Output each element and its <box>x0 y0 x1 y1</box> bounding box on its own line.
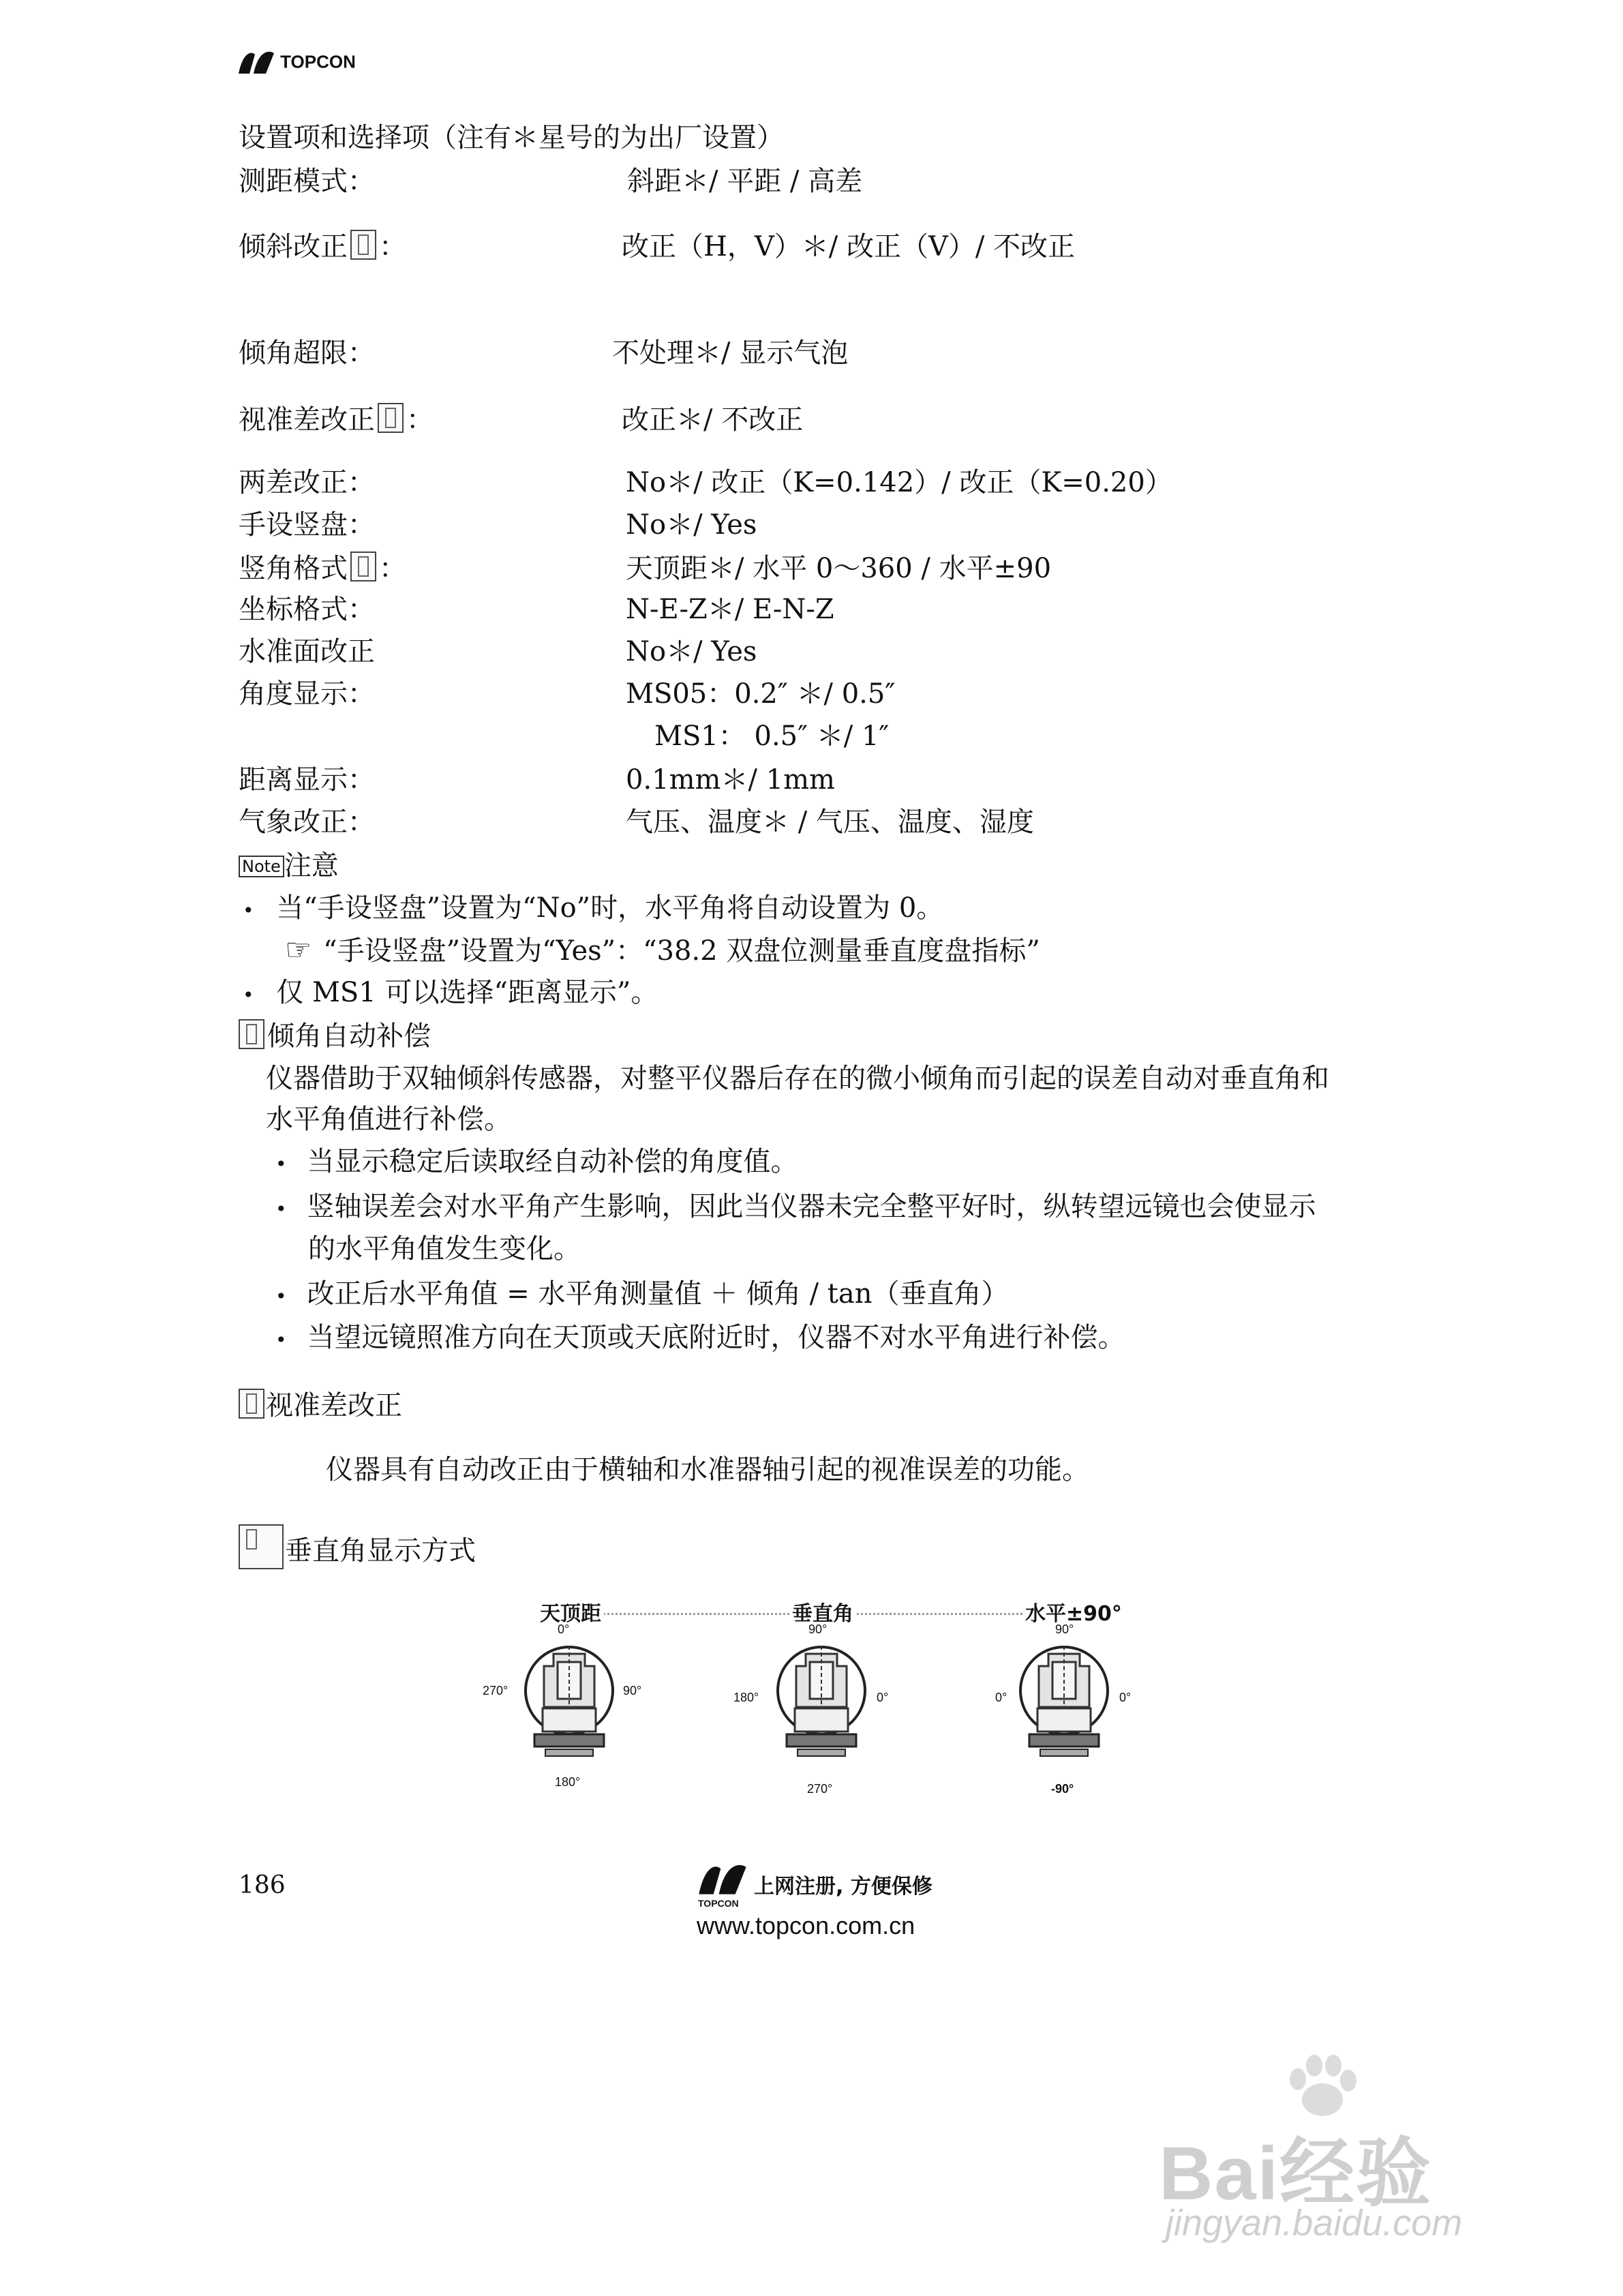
tilt-bullet: • 当显示稳定后读取经自动补偿的角度值。 <box>275 1146 798 1177</box>
angle-label-top: 90° <box>808 1622 828 1636</box>
reference-icon <box>239 1019 264 1049</box>
setting-label-row: 视准差改正 ： <box>239 404 434 436</box>
note-heading <box>239 848 339 883</box>
setting-label: 距离显示： <box>239 764 375 796</box>
collimation-paragraph: 仪器具有自动改正由于横轴和水准器轴引起的视准误差的功能。 <box>326 1454 1089 1485</box>
topcon-logo-icon <box>236 48 277 76</box>
tilt-paragraph: 仪器借助于双轴倾斜传感器，对整平仪器后存在的微小倾角而引起的误差自动对垂直角和 <box>266 1063 1329 1094</box>
angle-label-bottom: 180° <box>555 1775 581 1789</box>
note-title: 注意 <box>284 850 339 881</box>
footer-slogan: 上网注册, 方便保修 <box>754 1875 932 1899</box>
watermark-text: Bai经验 <box>1159 2132 1433 2216</box>
panel-title: 垂直角 <box>789 1597 856 1627</box>
bullet-icon: • <box>243 899 254 922</box>
bullet-icon: • <box>243 984 254 1006</box>
panel-zenith <box>464 1588 668 1807</box>
angle-label-left: 270° <box>483 1684 509 1697</box>
setting-value: 斜距＊/ 平距 / 高差 <box>627 166 863 197</box>
header-logo <box>236 48 356 76</box>
setting-value: 改正（H，V）＊/ 改正（V）/ 不改正 <box>622 231 1076 262</box>
setting-label: 测距模式： <box>239 166 375 197</box>
tilt-bullet: • 竖轴误差会对水平角产生影响，因此当仪器未完全整平好时，纵转望远镜也会使显示 <box>275 1191 1316 1222</box>
setting-value: 气压、温度＊ / 气压、温度、湿度 <box>626 806 1034 838</box>
footer-brand-block <box>695 1860 941 1948</box>
panel-title: 天顶距 <box>537 1597 604 1627</box>
setting-label: 竖角格式 <box>239 553 348 584</box>
setting-value: No＊/ Yes <box>626 509 757 541</box>
setting-label: 视准差改正 <box>239 404 375 436</box>
bullet-icon: • <box>275 1329 287 1351</box>
setting-value-secondary: MS1： 0.5″ ＊/ 1″ <box>654 721 890 752</box>
intro-text: 设置项和选择项（注有＊星号的为出厂设置） <box>239 122 784 153</box>
setting-label: 手设竖盘： <box>239 509 375 541</box>
instrument-icon <box>518 1635 620 1778</box>
setting-label-row: 竖角格式 ： <box>239 553 406 584</box>
footer-url: www.topcon.com.cn <box>697 1912 915 1939</box>
setting-label: 倾斜改正 <box>239 231 348 262</box>
angle-label-top: 0° <box>558 1622 570 1636</box>
setting-label: 水准面改正 <box>239 636 375 667</box>
paw-icon <box>1281 2052 1363 2120</box>
setting-value: 天顶距＊/ 水平 0～360 / 水平±90 <box>626 553 1052 584</box>
reference-icon <box>239 1524 284 1569</box>
section-heading-tilt: 倾角自动补偿 <box>239 1018 431 1054</box>
reference-icon <box>350 230 376 260</box>
angle-label-bottom: 270° <box>807 1782 833 1796</box>
setting-value: MS05：0.2″ ＊/ 0.5″ <box>626 678 896 710</box>
topcon-logo-icon <box>695 1860 750 1898</box>
panel-title: 水平±90° <box>1022 1597 1125 1627</box>
tilt-paragraph: 水平角值进行补偿。 <box>266 1104 511 1135</box>
angle-label-left: 0° <box>995 1691 1007 1704</box>
setting-value: 0.1mm＊/ 1mm <box>626 764 835 796</box>
note-icon: Note <box>239 856 284 877</box>
pointing-hand-icon: ☞ <box>285 933 312 967</box>
setting-value: 不处理＊/ 显示气泡 <box>612 337 849 369</box>
bullet-icon: • <box>275 1198 287 1220</box>
setting-label: 倾角超限： <box>239 337 375 369</box>
setting-label: 角度显示： <box>239 678 375 710</box>
setting-label: 坐标格式： <box>239 594 375 625</box>
angle-label-bottom: -90° <box>1051 1782 1074 1796</box>
footer-brand-name: TOPCON <box>698 1898 739 1909</box>
angle-label-left: 180° <box>733 1691 759 1704</box>
reference-icon <box>350 552 376 581</box>
watermark-url: jingyan.baidu.com <box>1166 2203 1463 2244</box>
angle-label-right: 0° <box>1119 1691 1132 1704</box>
setting-value: No＊/ 改正（K=0.142）/ 改正（K=0.20） <box>626 467 1172 498</box>
bullet-icon: • <box>275 1153 287 1175</box>
reference-icon <box>239 1389 264 1419</box>
section-heading-collimation: 视准差改正 <box>239 1388 402 1423</box>
tilt-bullet: • 改正后水平角值 = 水平角测量值 ＋ 倾角 / tan（垂直角） <box>275 1278 1009 1310</box>
setting-value: No＊/ Yes <box>626 636 757 667</box>
note-item: • 仅 MS1 可以选择“距离显示”。 <box>243 977 658 1008</box>
reference-icon <box>378 403 404 433</box>
setting-value: 改正＊/ 不改正 <box>622 404 804 436</box>
angle-label-right: 0° <box>877 1691 889 1704</box>
angle-label-right: 90° <box>623 1684 642 1697</box>
page-number: 186 <box>239 1871 286 1899</box>
note-item: • 当“手设竖盘”设置为“No”时，水平角将自动设置为 0。 <box>243 892 944 924</box>
panel-vertical-angle <box>716 1588 920 1807</box>
setting-label-row: 倾斜改正 ： <box>239 231 406 262</box>
note-item-reference: ☞ “手设竖盘”设置为“Yes”：“38.2 双盘位测量垂直度盘指标” <box>285 933 1040 967</box>
instrument-icon <box>770 1635 873 1778</box>
setting-label: 两差改正： <box>239 467 375 498</box>
instrument-icon <box>1013 1635 1115 1778</box>
vertical-angle-figure <box>464 1588 1179 1807</box>
brand-name: TOPCON <box>280 51 356 72</box>
setting-value: N-E-Z＊/ E-N-Z <box>626 594 834 625</box>
section-heading-vertical-display: 垂直角显示方式 <box>239 1524 476 1569</box>
bullet-icon: • <box>275 1285 287 1308</box>
tilt-bullet: • 当望远镜照准方向在天顶或天底附近时，仪器不对水平角进行补偿。 <box>275 1322 1125 1353</box>
angle-label-top: 90° <box>1055 1622 1074 1636</box>
panel-horizontal-90 <box>968 1588 1179 1807</box>
tilt-bullet-continuation: 的水平角值发生变化。 <box>308 1233 581 1265</box>
setting-label: 气象改正： <box>239 806 375 838</box>
